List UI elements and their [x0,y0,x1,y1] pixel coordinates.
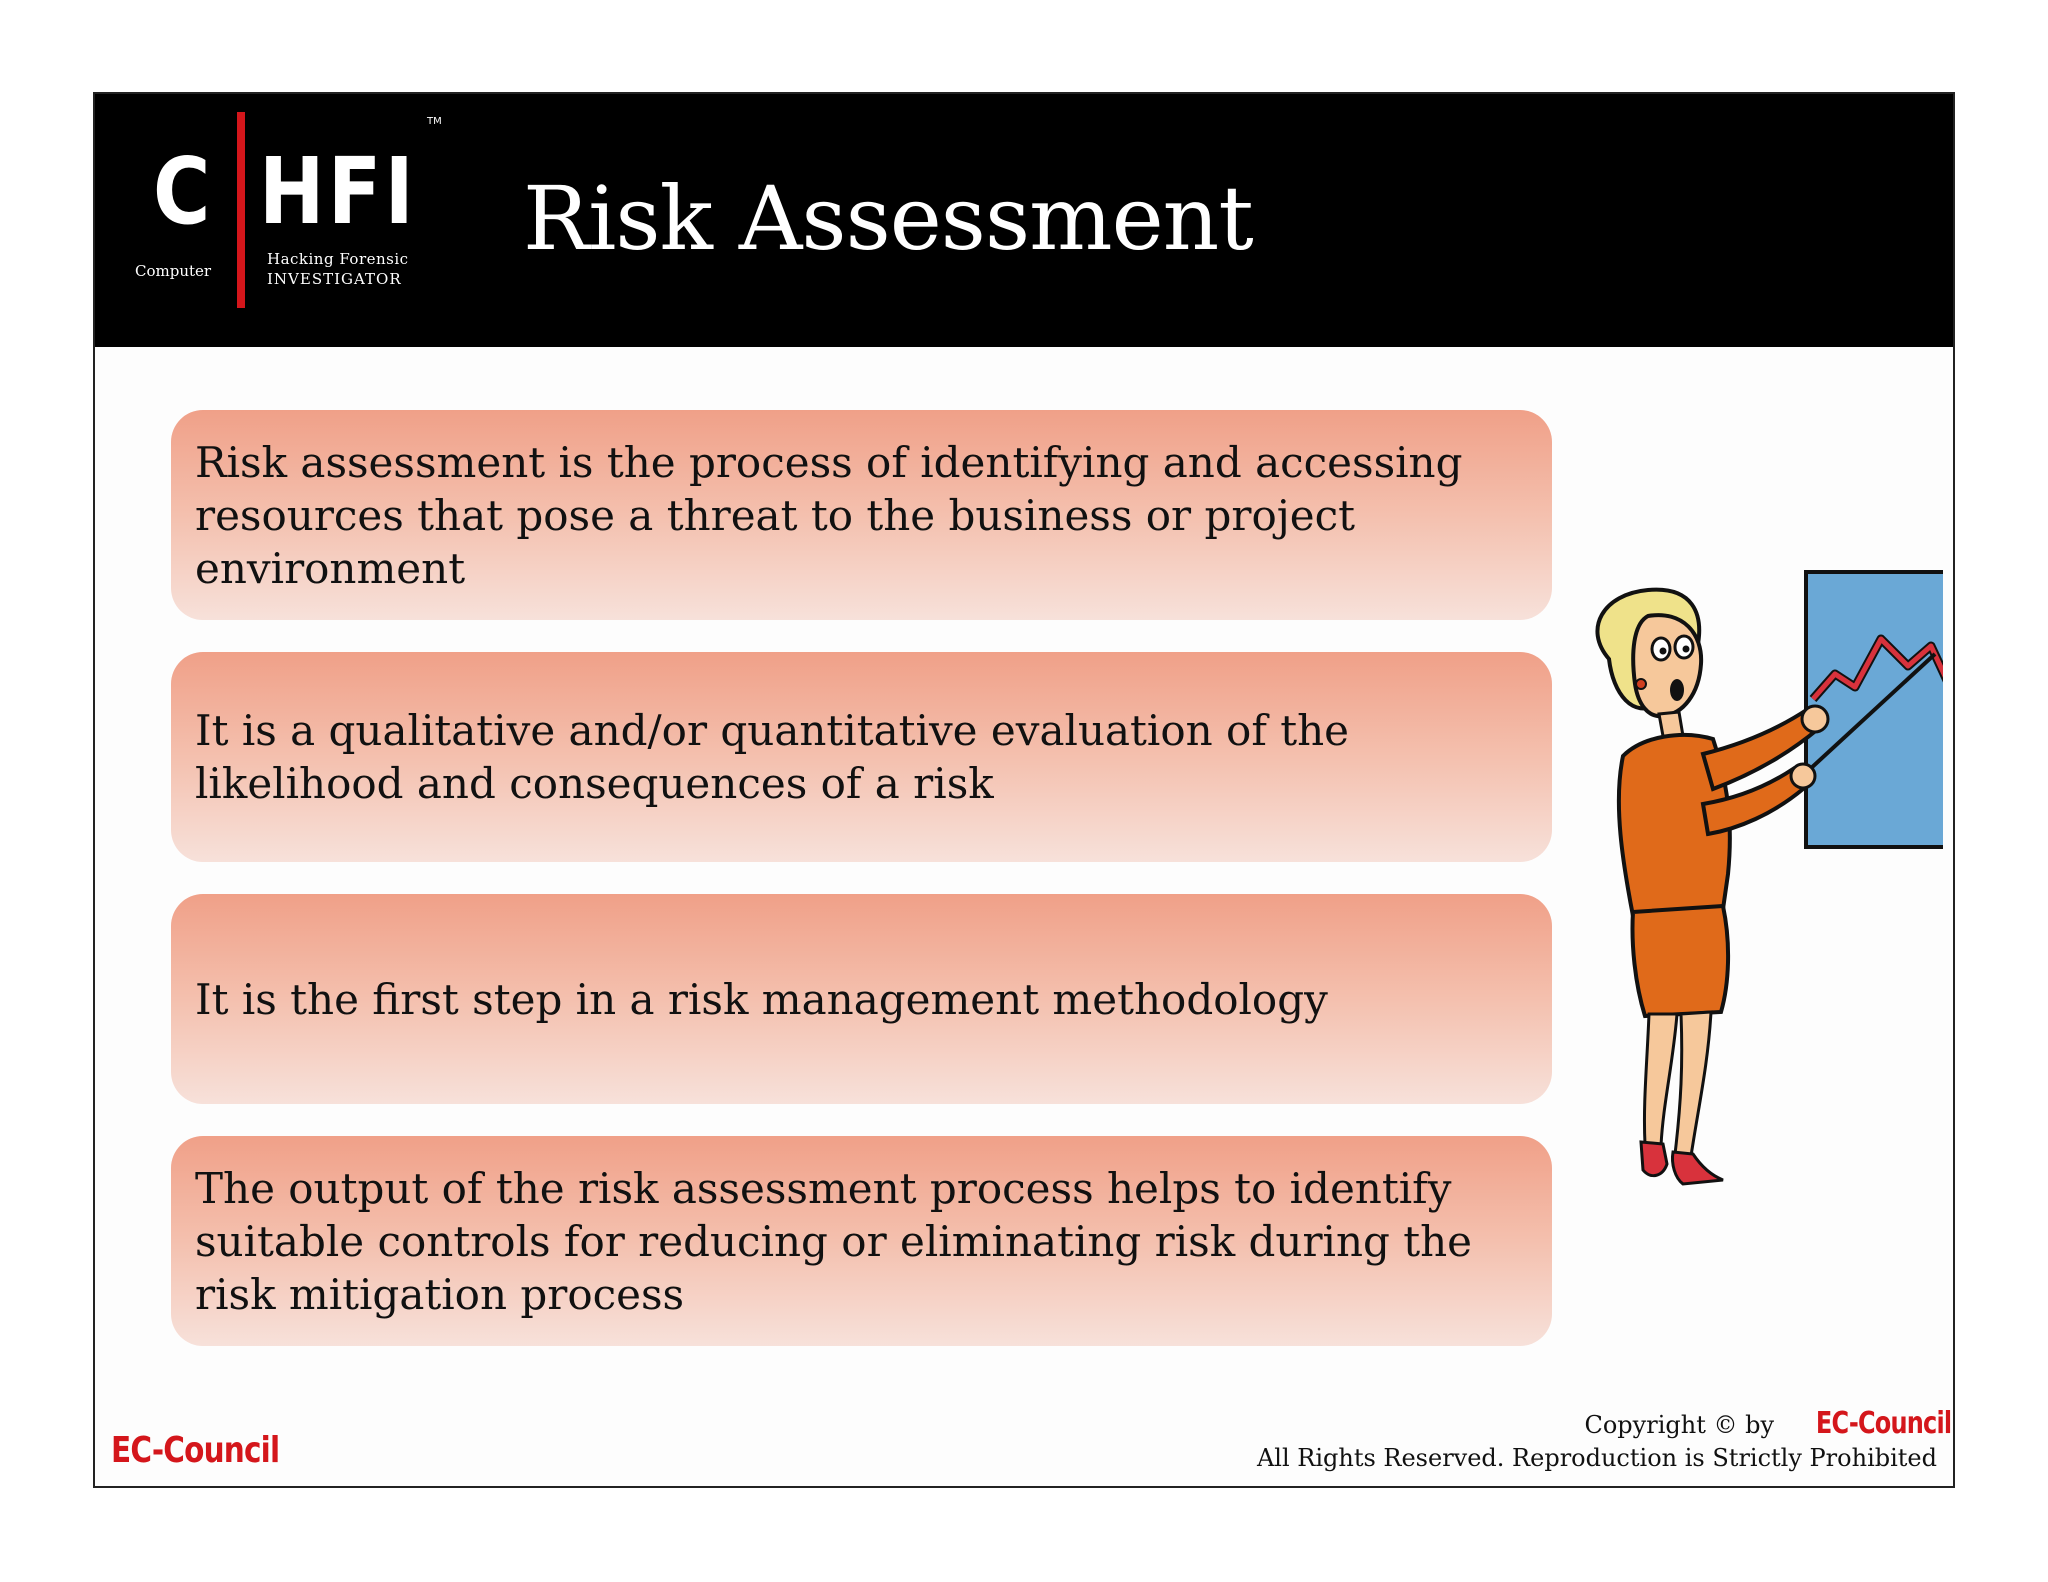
bullet-box-4 [171,1136,1552,1346]
bullet-box-2 [171,652,1552,862]
logo-divider [237,112,245,308]
logo-investigator-label: INVESTIGATOR [267,270,402,288]
footer-ec-council-logo: EC-Council [111,1430,280,1471]
bullet-box-text: Risk assessment is the process of identifying and accessing resources that pose a threat to the business or project environment [195,437,1463,593]
bullet-box-text: It is a qualitative and/or quantitative evaluation of the likelihood and consequences of a risk [195,706,1349,808]
copyright-prefix: Copyright © by [1584,1411,1775,1439]
slide [93,92,1955,1488]
logo-hacking-forensic-label: Hacking Forensic [267,250,409,268]
logo-letter-c: C [153,138,211,245]
bullet-box-1 [171,410,1552,620]
chfi-logo [135,112,442,327]
page-title: Risk Assessment [523,167,1253,270]
logo-trademark: TM [427,116,442,127]
bullet-box-text: The output of the risk assessment process helps to identify suitable controls for reducing or eliminating risk during the risk mitigation process [195,1163,1473,1319]
rights-reserved-text: All Rights Reserved. Reproduction is Strictly Prohibited [1256,1444,1937,1472]
bullet-box-text: It is the first step in a risk management methodology [195,974,1328,1024]
logo-letters-hfi: HFI [259,138,418,245]
presenter-illustration-icon [1563,544,1943,1274]
header-bar [95,94,1953,347]
copyright-line [1584,1406,1951,1441]
copyright-brand: EC-Council [1815,1406,1951,1441]
logo-computer-label: Computer [135,262,212,280]
bullet-box-3 [171,894,1552,1104]
